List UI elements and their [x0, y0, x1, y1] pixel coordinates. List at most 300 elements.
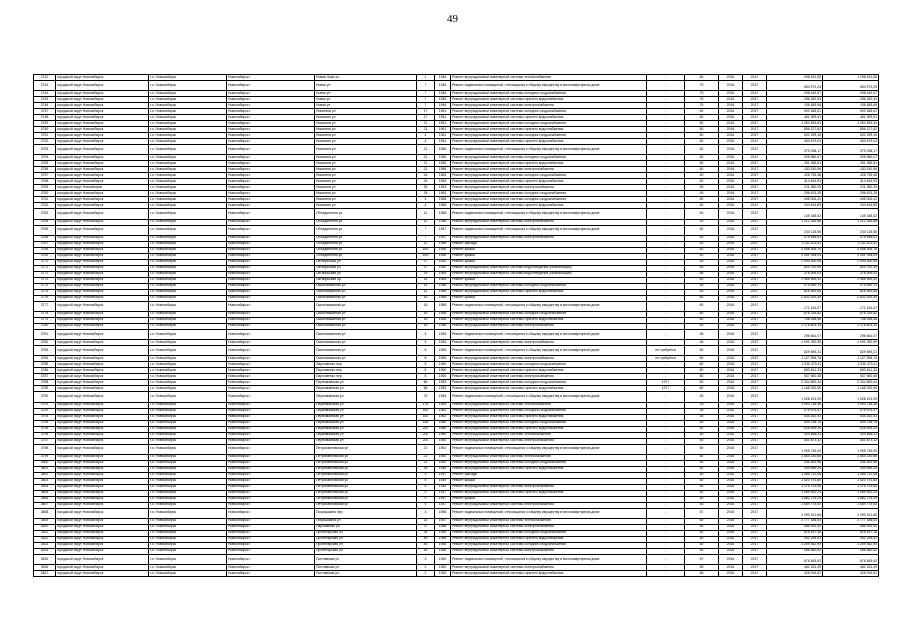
house-number-cell: 5	[417, 362, 435, 368]
start-year-cell: 2016	[719, 191, 743, 197]
city-cell: Новосибирск г	[227, 253, 315, 259]
start-year-cell: 2016	[719, 253, 743, 259]
total-cost-cell: 482 181,49	[823, 565, 879, 571]
end-year-cell: 2017	[743, 408, 767, 414]
wear-percent-cell: 50	[685, 460, 719, 466]
street-cell: Ошоновашеная ул	[315, 356, 417, 362]
street-cell: Ошоновашеная ул	[315, 289, 417, 295]
work-cost-cell: 1 091 092,99	[767, 340, 823, 346]
row-number-cell: 3792	[34, 408, 56, 414]
house-number-cell: 5	[417, 484, 435, 490]
work-cost-cell: 966 052,40	[767, 524, 823, 530]
street-cell: Октябрьская ул	[315, 259, 417, 265]
work-cost-cell: 2 451 938,04	[767, 253, 823, 259]
start-year-cell: 2016	[719, 271, 743, 277]
street-cell: Покрышкина пер	[315, 508, 417, 518]
volume-cell: -	[647, 554, 685, 564]
house-number-cell: 16	[417, 311, 435, 317]
work-cost-cell: 482 181,49	[767, 565, 823, 571]
house-number-cell: 200	[417, 426, 435, 432]
work-type-cell: Ремонт подвальных помещений, относящихся к общему имуществу в многоквартирном доме	[451, 346, 647, 356]
built-year-cell: 1960	[435, 374, 451, 380]
locality-cell: г.о. Новосибирск	[149, 548, 227, 554]
locality-cell: г.о. Новосибирск	[149, 271, 227, 277]
district-cell: городской округ Новосибирск	[56, 402, 149, 408]
start-year-cell: 2016	[719, 185, 743, 191]
street-cell: Новая Заря ул	[315, 75, 417, 81]
locality-cell: г.о. Новосибирск	[149, 542, 227, 548]
total-cost-cell: 537 660,48	[823, 374, 879, 380]
end-year-cell: 2017	[743, 329, 767, 339]
start-year-cell: 2016	[719, 115, 743, 121]
city-cell: Новосибирск г	[227, 289, 315, 295]
row-number-cell: 3813	[34, 542, 56, 548]
house-number-cell: 9	[417, 490, 435, 496]
work-cost-cell: 524 668,11	[767, 432, 823, 438]
end-year-cell: 2017	[743, 356, 767, 362]
total-cost-cell: 378 906,03	[823, 271, 879, 277]
built-year-cell: 1949	[435, 478, 451, 484]
city-cell: Новосибирск г	[227, 386, 315, 392]
total-cost-cell: 1 055 716,09	[823, 444, 879, 454]
work-cost-cell: 298 661,07	[767, 329, 823, 339]
row-number-cell: 3755	[34, 161, 56, 167]
wear-percent-cell: 40	[685, 241, 719, 247]
total-cost-cell: 542 294,51	[823, 536, 879, 542]
city-cell: Новосибирск г	[227, 247, 315, 253]
work-cost-cell: 1 664 230,66	[767, 454, 823, 460]
built-year-cell: 1958	[435, 301, 451, 311]
district-cell: городской округ Новосибирск	[56, 346, 149, 356]
row-number-cell: 3779	[34, 317, 56, 323]
street-cell: Первомайская ул	[315, 414, 417, 420]
district-cell: городской округ Новосибирск	[56, 271, 149, 277]
volume-cell: -	[647, 317, 685, 323]
wear-percent-cell: 65	[685, 283, 719, 289]
city-cell: Новосибирск г	[227, 536, 315, 542]
work-type-cell: Ремонт подвальных помещений, относящихся к общему имуществу в многоквартирном доме	[451, 508, 647, 518]
built-year-cell: 1959	[435, 530, 451, 536]
end-year-cell: 2017	[743, 548, 767, 554]
locality-cell: г.о. Новосибирск	[149, 139, 227, 145]
total-cost-cell: 286 262,54	[823, 97, 879, 103]
locality-cell: г.о. Новосибирск	[149, 408, 227, 414]
end-year-cell: 2017	[743, 554, 767, 564]
district-cell: городской округ Новосибирск	[56, 386, 149, 392]
house-number-cell: 2	[417, 571, 435, 577]
city-cell: Новосибирск г	[227, 414, 315, 420]
total-cost-cell: 343 634,89	[823, 203, 879, 209]
locality-cell: г.о. Новосибирск	[149, 460, 227, 466]
wear-percent-cell: 80	[685, 75, 719, 81]
total-cost-cell: 426 796,48	[823, 173, 879, 179]
table-row	[34, 571, 879, 577]
work-type-cell: Ремонт внутридомовой инженерной системы горячего водоснабжения	[451, 115, 647, 121]
end-year-cell: 2017	[743, 283, 767, 289]
street-cell: Никитина ул	[315, 173, 417, 179]
city-cell: Новосибирск г	[227, 185, 315, 191]
row-number-cell: 3753	[34, 145, 56, 155]
house-number-cell: 26	[417, 191, 435, 197]
work-type-cell: Ремонт подвальных помещений, относящихся к общему имуществу в многоквартирном доме	[451, 444, 647, 454]
end-year-cell: 2017	[743, 219, 767, 225]
district-cell: городской округ Новосибирск	[56, 484, 149, 490]
start-year-cell: 2016	[719, 466, 743, 472]
locality-cell: г.о. Новосибирск	[149, 75, 227, 81]
house-number-cell: 7	[417, 81, 435, 91]
work-type-cell: Ремонт внутридомовой инженерной системы горячего водоснабжения	[451, 317, 647, 323]
locality-cell: г.о. Новосибирск	[149, 346, 227, 356]
wear-percent-cell: 50	[685, 115, 719, 121]
volume-cell: -	[647, 173, 685, 179]
locality-cell: г.о. Новосибирск	[149, 259, 227, 265]
house-number-cell: 29	[417, 271, 435, 277]
total-cost-cell: 768 288,46	[823, 317, 879, 323]
work-cost-cell: 183 530,56	[767, 167, 823, 173]
street-cell: Петропавловская ул	[315, 496, 417, 502]
volume-cell: -	[647, 283, 685, 289]
work-type-cell: Ремонт подвальных помещений, относящихся к общему имуществу в многоквартирном доме	[451, 145, 647, 155]
volume-cell: -	[647, 145, 685, 155]
start-year-cell: 2016	[719, 414, 743, 420]
volume-cell: -	[647, 139, 685, 145]
row-number-cell: 3756	[34, 167, 56, 173]
start-year-cell: 2016	[719, 75, 743, 81]
work-type-cell: Ремонт крыши	[451, 295, 647, 301]
work-type-cell: Ремонт внутридомовой инженерной системы холодного водоснабжения	[451, 420, 647, 426]
end-year-cell: 2017	[743, 454, 767, 460]
end-year-cell: 2017	[743, 97, 767, 103]
table-row	[34, 392, 879, 402]
locality-cell: г.о. Новосибирск	[149, 426, 227, 432]
start-year-cell: 2016	[719, 454, 743, 460]
total-cost-cell: 524 668,11	[823, 432, 879, 438]
work-type-cell: Ремонт подвальных помещений, относящихся к общему имуществу в многоквартирном доме	[451, 209, 647, 219]
end-year-cell: 2017	[743, 225, 767, 235]
built-year-cell: 1962	[435, 414, 451, 420]
start-year-cell: 2016	[719, 420, 743, 426]
built-year-cell: 1956	[435, 155, 451, 161]
total-cost-cell: 379 338,17	[823, 145, 879, 155]
street-cell: Никитина ул	[315, 203, 417, 209]
row-number-cell: 3784	[34, 356, 56, 362]
end-year-cell: 2017	[743, 155, 767, 161]
house-number-cell: 27	[417, 259, 435, 265]
city-cell: Новосибирск г	[227, 167, 315, 173]
work-cost-cell: 426 796,48	[767, 173, 823, 179]
volume-cell: -	[647, 121, 685, 127]
end-year-cell: 2017	[743, 271, 767, 277]
city-cell: Новосибирск г	[227, 340, 315, 346]
end-year-cell: 2017	[743, 374, 767, 380]
work-cost-cell: 446 361,98	[767, 460, 823, 466]
locality-cell: г.о. Новосибирск	[149, 323, 227, 329]
work-type-cell: Ремонт фасада	[451, 472, 647, 478]
work-type-cell: Ремонт внутридомовой инженерной системы теплоснабжения	[451, 454, 647, 460]
end-year-cell: 2017	[743, 518, 767, 524]
locality-cell: г.о. Новосибирск	[149, 420, 227, 426]
built-year-cell: 1952	[435, 259, 451, 265]
work-cost-cell: 818 351,84	[767, 289, 823, 295]
street-cell: Никитина ул	[315, 139, 417, 145]
row-number-cell: 3749	[34, 121, 56, 127]
wear-percent-cell: 35	[685, 408, 719, 414]
street-cell: Новая ул	[315, 91, 417, 97]
built-year-cell: 1956	[435, 253, 451, 259]
built-year-cell: 1963	[435, 179, 451, 185]
end-year-cell: 2017	[743, 508, 767, 518]
street-cell: Объединения ул	[315, 209, 417, 219]
start-year-cell: 2016	[719, 554, 743, 564]
volume-cell: -	[647, 542, 685, 548]
start-year-cell: 2016	[719, 241, 743, 247]
work-type-cell: Ремонт внутридомовой инженерной системы электроснабжения	[451, 548, 647, 554]
street-cell: Никитина ул	[315, 115, 417, 121]
volume-cell: -	[647, 518, 685, 524]
total-cost-cell: 2 451 938,04	[823, 253, 879, 259]
volume-cell: -	[647, 571, 685, 577]
city-cell: Новосибирск г	[227, 356, 315, 362]
house-number-cell: 17	[417, 109, 435, 115]
city-cell: Новосибирск г	[227, 466, 315, 472]
work-type-cell: Ремонт внутридомовой инженерной системы электроснабжения	[451, 167, 647, 173]
start-year-cell: 2016	[719, 356, 743, 362]
built-year-cell: 1961	[435, 133, 451, 139]
wear-percent-cell: 40	[685, 173, 719, 179]
start-year-cell: 2016	[719, 490, 743, 496]
city-cell: Новосибирск г	[227, 179, 315, 185]
city-cell: Новосибирск г	[227, 121, 315, 127]
start-year-cell: 2016	[719, 329, 743, 339]
wear-percent-cell: 35	[685, 414, 719, 420]
total-cost-cell: 2 620 791,80	[823, 478, 879, 484]
volume-cell: не требуется	[647, 346, 685, 356]
house-number-cell: 27	[417, 265, 435, 271]
total-cost-cell: 2 094 500,06	[823, 259, 879, 265]
locality-cell: г.о. Новосибирск	[149, 362, 227, 368]
city-cell: Новосибирск г	[227, 438, 315, 444]
work-type-cell: Ремонт внутридомовой инженерной системы холодного водоснабжения	[451, 121, 647, 127]
district-cell: городской округ Новосибирск	[56, 548, 149, 554]
work-type-cell: Ремонт внутридомовой инженерной системы горячего водоснабжения	[451, 203, 647, 209]
street-cell: Полтавская ул	[315, 565, 417, 571]
table-row	[34, 81, 879, 91]
start-year-cell: 2016	[719, 265, 743, 271]
start-year-cell: 2016	[719, 340, 743, 346]
street-cell: Объединения ул	[315, 247, 417, 253]
work-cost-cell: 2 448 305,76	[767, 247, 823, 253]
locality-cell: г.о. Новосибирск	[149, 438, 227, 444]
start-year-cell: 2016	[719, 362, 743, 368]
work-cost-cell: 1 176 723,06	[767, 484, 823, 490]
volume-cell: -	[647, 426, 685, 432]
built-year-cell: 1960	[435, 438, 451, 444]
city-cell: Новосибирск г	[227, 426, 315, 432]
start-year-cell: 2016	[719, 247, 743, 253]
locality-cell: г.о. Новосибирск	[149, 444, 227, 454]
work-cost-cell: 1 127 596,76	[767, 356, 823, 362]
work-type-cell: Ремонт внутридомовой инженерной системы электроснабжения	[451, 323, 647, 329]
total-cost-cell: 626 525,29	[823, 426, 879, 432]
row-number-cell: 3811	[34, 530, 56, 536]
work-type-cell: Ремонт внутридомовой инженерной системы электроснабжения	[451, 356, 647, 362]
work-cost-cell: 305 580,07	[767, 155, 823, 161]
wear-percent-cell: 50	[685, 121, 719, 127]
end-year-cell: 2017	[743, 496, 767, 502]
row-number-cell: 3750	[34, 127, 56, 133]
district-cell: городской округ Новосибирск	[56, 197, 149, 203]
wear-percent-cell: 48	[685, 340, 719, 346]
end-year-cell: 2017	[743, 161, 767, 167]
district-cell: городской округ Новосибирск	[56, 311, 149, 317]
house-number-cell: 3	[417, 508, 435, 518]
house-number-cell: 35	[417, 530, 435, 536]
locality-cell: г.о. Новосибирск	[149, 109, 227, 115]
street-cell: Объединения ул	[315, 219, 417, 225]
district-cell: городской округ Новосибирск	[56, 554, 149, 564]
work-cost-cell: 3 259 542,90	[767, 542, 823, 548]
work-cost-cell: 975 448,61	[767, 235, 823, 241]
volume-cell: -	[647, 392, 685, 402]
street-cell: Первомайская ул	[315, 408, 417, 414]
built-year-cell: 1958	[435, 542, 451, 548]
total-cost-cell: 428 916,81	[823, 571, 879, 577]
work-type-cell: Ремонт крыши	[451, 253, 647, 259]
start-year-cell: 2016	[719, 311, 743, 317]
volume-cell: -	[647, 161, 685, 167]
wear-percent-cell: 60	[685, 167, 719, 173]
end-year-cell: 2017	[743, 346, 767, 356]
start-year-cell: 2016	[719, 283, 743, 289]
end-year-cell: 2017	[743, 490, 767, 496]
city-cell: Новосибирск г	[227, 209, 315, 219]
district-cell: городской округ Новосибирск	[56, 219, 149, 225]
work-type-cell: Ремонт внутридомовой инженерной системы холодного водоснабжения	[451, 133, 647, 139]
locality-cell: г.о. Новосибирск	[149, 133, 227, 139]
volume-cell: -	[647, 301, 685, 311]
start-year-cell: 2016	[719, 392, 743, 402]
row-number-cell: 3791	[34, 402, 56, 408]
work-type-cell: Ремонт внутридомовой инженерной системы горячего водоснабжения	[451, 426, 647, 432]
start-year-cell: 2016	[719, 518, 743, 524]
city-cell: Новосибирск г	[227, 191, 315, 197]
locality-cell: г.о. Новосибирск	[149, 432, 227, 438]
locality-cell: г.о. Новосибирск	[149, 167, 227, 173]
end-year-cell: 2017	[743, 340, 767, 346]
end-year-cell: 2017	[743, 317, 767, 323]
total-cost-cell: 171 164,07	[823, 301, 879, 311]
volume-cell: -	[647, 225, 685, 235]
start-year-cell: 2016	[719, 197, 743, 203]
city-cell: Новосибирск г	[227, 402, 315, 408]
house-number-cell: 21	[417, 460, 435, 466]
house-number-cell: 4	[417, 139, 435, 145]
street-cell: Первомайская ул	[315, 432, 417, 438]
work-type-cell: Ремонт внутридомовой инженерной системы горячего водоснабжения	[451, 97, 647, 103]
end-year-cell: 2017	[743, 209, 767, 219]
house-number-cell: 8	[417, 346, 435, 356]
start-year-cell: 2016	[719, 167, 743, 173]
start-year-cell: 2016	[719, 295, 743, 301]
built-year-cell: 1962	[435, 408, 451, 414]
work-type-cell: Ремонт внутридомовой инженерной системы горячего водоснабжения	[451, 289, 647, 295]
street-cell: Петропавловская ул	[315, 444, 417, 454]
work-type-cell: Ремонт внутридомовой инженерной системы горячего водоснабжения	[451, 536, 647, 542]
end-year-cell: 2017	[743, 167, 767, 173]
built-year-cell: 1956	[435, 508, 451, 518]
wear-percent-cell: 60	[685, 295, 719, 301]
street-cell: Первомайская ул	[315, 402, 417, 408]
city-cell: Новосибирск г	[227, 225, 315, 235]
district-cell: городской округ Новосибирск	[56, 253, 149, 259]
district-cell: городской округ Новосибирск	[56, 191, 149, 197]
start-year-cell: 2016	[719, 91, 743, 97]
city-cell: Новосибирск г	[227, 571, 315, 577]
district-cell: городской округ Новосибирск	[56, 524, 149, 530]
start-year-cell: 2016	[719, 277, 743, 283]
end-year-cell: 2017	[743, 247, 767, 253]
work-type-cell: Ремонт внутридомовой инженерной системы горячего водоснабжения	[451, 386, 647, 392]
start-year-cell: 2016	[719, 380, 743, 386]
locality-cell: г.о. Новосибирск	[149, 295, 227, 301]
locality-cell: г.о. Новосибирск	[149, 265, 227, 271]
start-year-cell: 2016	[719, 219, 743, 225]
row-number-cell: 3806	[34, 496, 56, 502]
wear-percent-cell: 55	[685, 571, 719, 577]
wear-percent-cell: 50	[685, 265, 719, 271]
house-number-cell: 4	[417, 340, 435, 346]
city-cell: Новосибирск г	[227, 301, 315, 311]
end-year-cell: 2017	[743, 127, 767, 133]
city-cell: Новосибирск г	[227, 323, 315, 329]
built-year-cell: 1956	[435, 145, 451, 155]
row-number-cell: 3794	[34, 420, 56, 426]
built-year-cell: 1957	[435, 518, 451, 524]
street-cell: Пролетарская ул	[315, 530, 417, 536]
volume-cell: -	[647, 259, 685, 265]
locality-cell: г.о. Новосибирск	[149, 103, 227, 109]
row-number-cell: 3760	[34, 191, 56, 197]
city-cell: Новосибирск г	[227, 197, 315, 203]
start-year-cell: 2016	[719, 508, 743, 518]
row-number-cell: 3789	[34, 386, 56, 392]
district-cell: городской округ Новосибирск	[56, 179, 149, 185]
wear-percent-cell: 50	[685, 203, 719, 209]
volume-cell: -	[647, 253, 685, 259]
district-cell: городской округ Новосибирск	[56, 502, 149, 508]
end-year-cell: 2017	[743, 253, 767, 259]
city-cell: Новосибирск г	[227, 155, 315, 161]
house-number-cell: 3	[417, 472, 435, 478]
street-cell: Петропавловская ул	[315, 466, 417, 472]
street-cell: Петропавловская ул	[315, 460, 417, 466]
volume-cell: -	[647, 472, 685, 478]
house-number-cell: 188	[417, 420, 435, 426]
district-cell: городской округ Новосибирск	[56, 247, 149, 253]
start-year-cell: 2016	[719, 127, 743, 133]
street-cell: Никитина ул	[315, 167, 417, 173]
district-cell: городской округ Новосибирск	[56, 536, 149, 542]
total-cost-cell: 1 176 723,06	[823, 484, 879, 490]
row-number-cell: 3774	[34, 283, 56, 289]
row-number-cell: 3747	[34, 109, 56, 115]
work-type-cell: Ремонт внутридомовой инженерной системы электроснабжения	[451, 235, 647, 241]
built-year-cell: 1958	[435, 317, 451, 323]
total-cost-cell: 305 580,07	[823, 155, 879, 161]
row-number-cell: 3769	[34, 253, 56, 259]
work-cost-cell: 298 445,57	[767, 91, 823, 97]
house-number-cell: 26	[417, 173, 435, 179]
